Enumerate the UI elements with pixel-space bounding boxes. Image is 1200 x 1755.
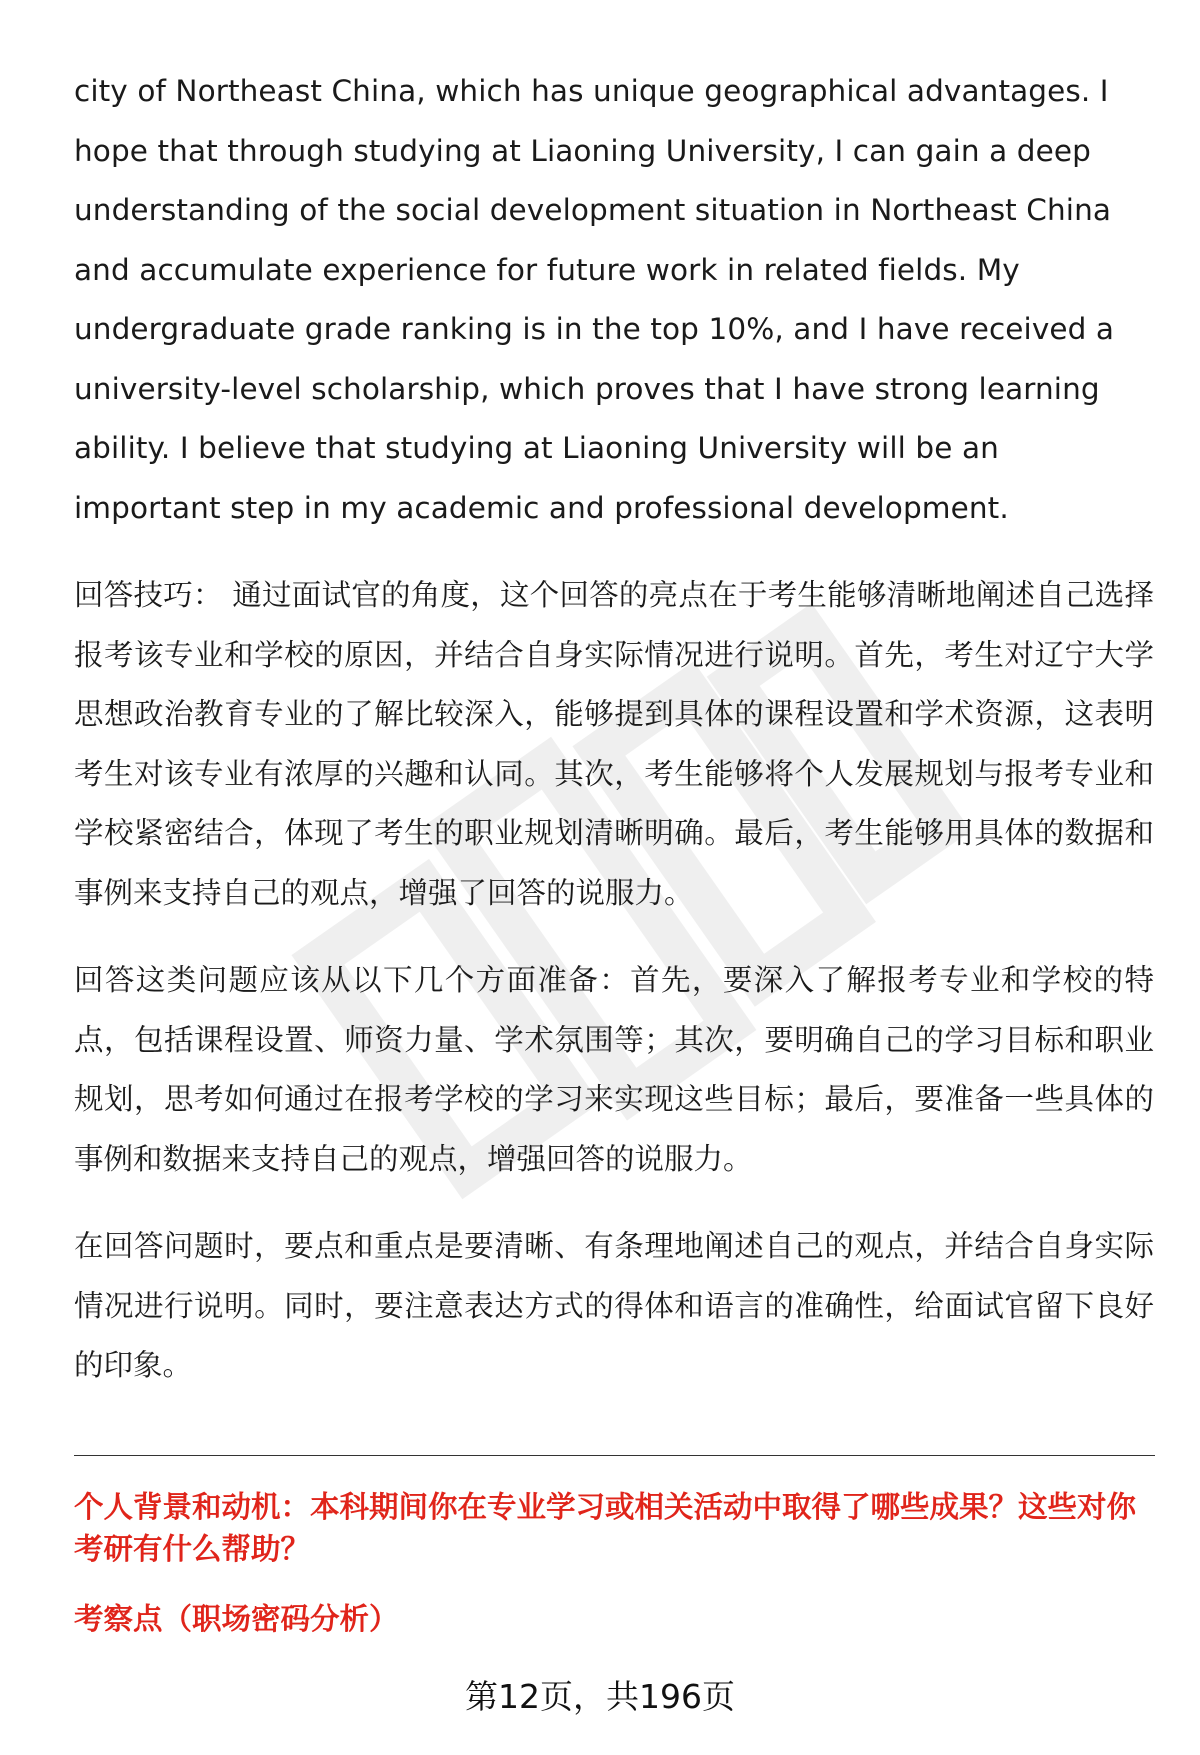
question-heading: 个人背景和动机：本科期间你在专业学习或相关活动中取得了哪些成果？这些对你考研有什么帮助？ [74, 1490, 1137, 1566]
summary-paragraph: 在回答问题时，要点和重点是要清晰、有条理地阐述自己的观点，并结合自身实际情况进行说明。同时，要注意表达方式的得体和语言的准确性，给面试官留下良好的印象。 [74, 1229, 1154, 1382]
english-paragraph: city of Northeast China, which has unique geographical advantages. I hope that through studying at Liaoning University, I can gain a deep understanding of the social development situation in Northeast China and accumulate experience for future work in related fields. My undergraduate grade ranking is in the top 10%, and I have received a university-level scholarship, which proves that I have strong learning ability. I believe that studying at Liaoning University will be an important step in my academic and professional development. [74, 74, 1115, 525]
analysis-subheading: 考察点（职场密码分析） [74, 1602, 399, 1636]
page-number-footer: 第12页，共196页 [465, 1677, 735, 1716]
section-divider [74, 1455, 1155, 1456]
document-body [74, 62, 1154, 1424]
answer-tips-paragraph: 回答技巧： 通过面试官的角度，这个回答的亮点在于考生能够清晰地阐述自己选择报考该专业和学校的原因，并结合自身实际情况进行说明。首先，考生对辽宁大学思想政治教育专业的了解比较深入，能够提到具体的课程设置和学术资源，这表明考生对该专业有浓厚的兴趣和认同。其次，考生能够将个人发展规划与报考专业和学校紧密结合，体现了考生的职业规划清晰明确。最后，考生能够用具体的数据和事例来支持自己的观点，增强了回答的说服力。 [74, 578, 1154, 910]
preparation-paragraph: 回答这类问题应该从以下几个方面准备：首先，要深入了解报考专业和学校的特点，包括课程设置、师资力量、学术氛围等；其次，要明确自己的学习目标和职业规划，思考如何通过在报考学校的学习来实现这些目标；最后，要准备一些具体的事例和数据来支持自己的观点，增强回答的说服力。 [74, 963, 1154, 1176]
